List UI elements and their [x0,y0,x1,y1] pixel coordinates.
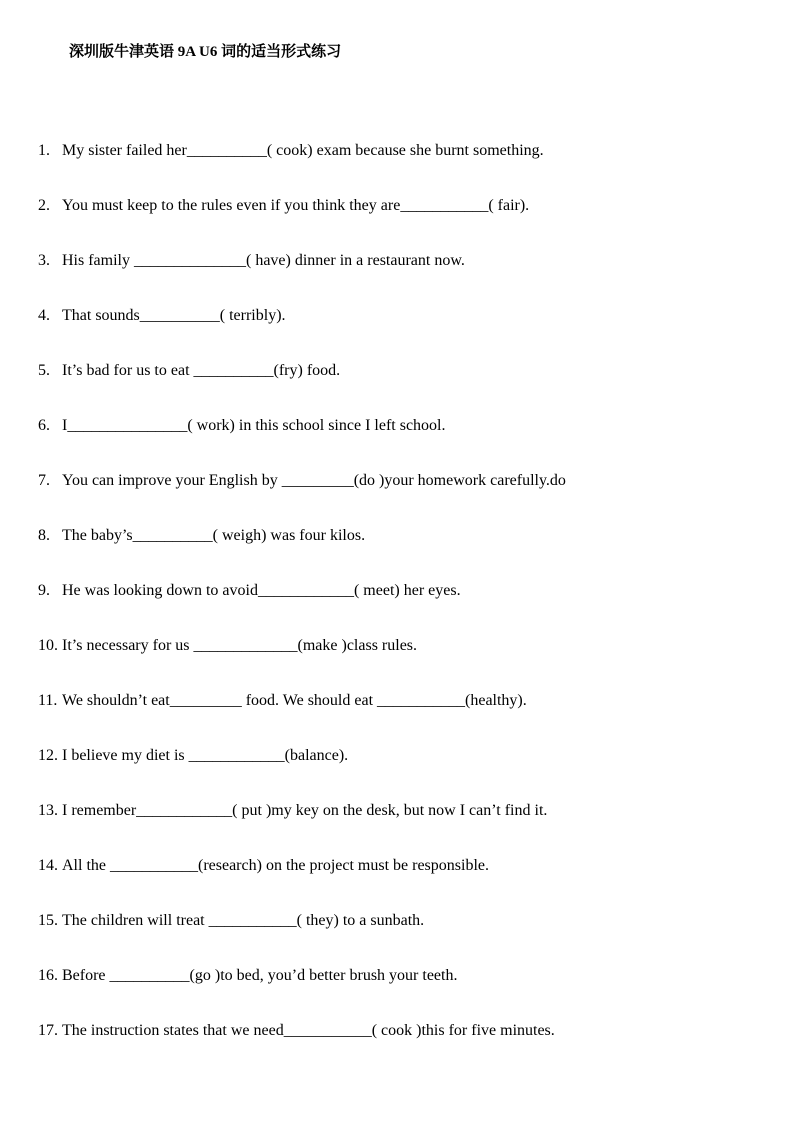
exercise-number: 16. [38,967,58,984]
exercise-item-2 [38,195,758,250]
exercise-text: I believe my diet is ____________(balance). [62,747,349,764]
exercise-item-10 [38,635,758,690]
page-title: 深圳版牛津英语 9A U6 词的适当形式练习 [69,44,342,60]
exercise-number: 13. [38,802,58,819]
exercise-number: 8. [38,527,50,544]
exercise-number: 15. [38,912,58,929]
exercise-text: The children will treat ___________( they) to a sunbath. [62,912,425,929]
exercise-number: 6. [38,417,50,434]
exercise-item-8 [38,525,758,580]
exercise-number: 7. [38,472,50,489]
exercise-number: 1. [38,142,50,159]
exercise-item-4 [38,305,758,360]
exercise-text: All the ___________(research) on the project must be responsible. [62,857,489,874]
exercise-number: 11. [38,692,58,709]
exercise-text: It’s bad for us to eat __________(fry) food. [62,362,341,379]
exercise-item-13 [38,800,758,855]
exercise-item-15 [38,910,758,965]
exercise-number: 17. [38,1022,58,1039]
exercise-item-9 [38,580,758,635]
exercise-item-11 [38,690,758,745]
exercise-number: 9. [38,582,50,599]
exercise-item-3 [38,250,758,305]
exercise-text: The baby’s__________( weigh) was four kilos. [62,527,366,544]
exercise-item-12 [38,745,758,800]
exercise-text: Before __________(go )to bed, you’d better brush your teeth. [62,967,458,984]
exercise-item-16 [38,965,758,1020]
exercise-text: It’s necessary for us _____________(make )class rules. [62,637,418,654]
exercise-text: He was looking down to avoid____________( meet) her eyes. [62,582,461,599]
exercise-item-6 [38,415,758,470]
exercise-text: You can improve your English by _________(do )your homework carefully.do [62,472,566,489]
exercise-text: The instruction states that we need___________( cook )this for five minutes. [62,1022,555,1039]
exercise-text: His family ______________( have) dinner in a restaurant now. [62,252,465,269]
exercise-item-17 [38,1020,758,1075]
exercise-number: 5. [38,362,50,379]
exercise-text: I_______________( work) in this school since I left school. [62,417,446,434]
exercise-number: 2. [38,197,50,214]
exercise-list [38,140,758,1075]
exercise-text: I remember____________( put )my key on the desk, but now I can’t find it. [62,802,548,819]
exercise-item-14 [38,855,758,910]
exercise-number: 12. [38,747,58,764]
exercise-item-5 [38,360,758,415]
exercise-text: That sounds__________( terribly). [62,307,286,324]
exercise-number: 4. [38,307,50,324]
exercise-text: My sister failed her__________( cook) exam because she burnt something. [62,142,544,159]
exercise-item-1 [38,140,758,195]
exercise-text: You must keep to the rules even if you think they are___________( fair). [62,197,530,214]
exercise-text: We shouldn’t eat_________ food. We should eat ___________(healthy). [62,692,527,709]
exercise-number: 10. [38,637,58,654]
exercise-number: 3. [38,252,50,269]
exercise-item-7 [38,470,758,525]
exercise-number: 14. [38,857,58,874]
